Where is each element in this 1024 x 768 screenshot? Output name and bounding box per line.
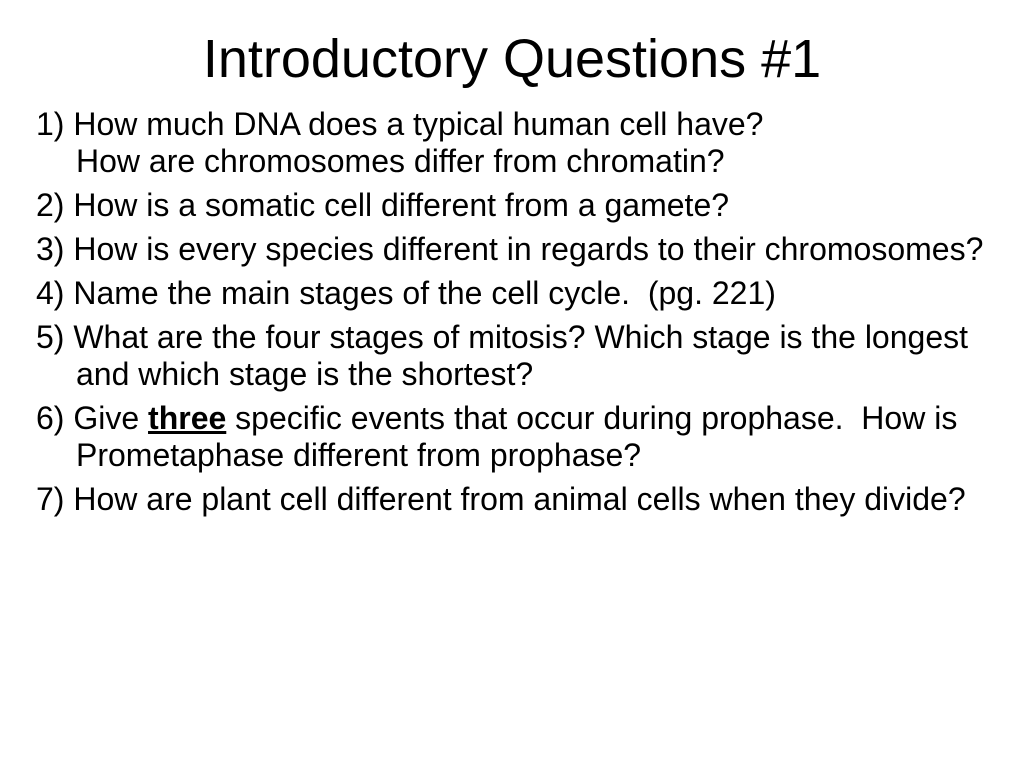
emphasized-word: three	[148, 400, 227, 436]
question-2	[36, 187, 986, 224]
question-text-continued: How are chromosomes differ from chromatin?	[76, 143, 725, 179]
question-text: Name the main stages of the cell cycle. (pg. 221)	[64, 275, 776, 311]
question-text: How much DNA does a typical human cell have?	[64, 106, 764, 142]
question-text-before: Give	[64, 400, 149, 436]
question-7	[36, 481, 986, 518]
question-number: 3)	[36, 231, 65, 267]
question-number: 7)	[36, 481, 65, 517]
question-6	[36, 400, 986, 474]
question-number: 4)	[36, 275, 65, 311]
question-text: How is a somatic cell different from a gamete?	[64, 187, 730, 223]
question-list	[36, 106, 986, 525]
question-5	[36, 319, 986, 393]
question-text-after: specific events that occur during prophase. How is Prometaphase different from prophase?	[76, 400, 967, 473]
slide-title: Introductory Questions #1	[202, 29, 822, 89]
question-3	[36, 231, 986, 268]
question-text: How is every species different in regards to their chromosomes?	[64, 231, 984, 267]
question-number: 5)	[36, 319, 65, 355]
question-number: 2)	[36, 187, 65, 223]
question-text: What are the four stages of mitosis? Which stage is the longest and which stage is the shortest?	[64, 319, 968, 392]
question-1	[36, 106, 986, 180]
question-number: 6)	[36, 400, 65, 436]
question-number: 1)	[36, 106, 65, 142]
question-4	[36, 275, 986, 312]
question-text: How are plant cell different from animal cells when they divide?	[64, 481, 966, 517]
